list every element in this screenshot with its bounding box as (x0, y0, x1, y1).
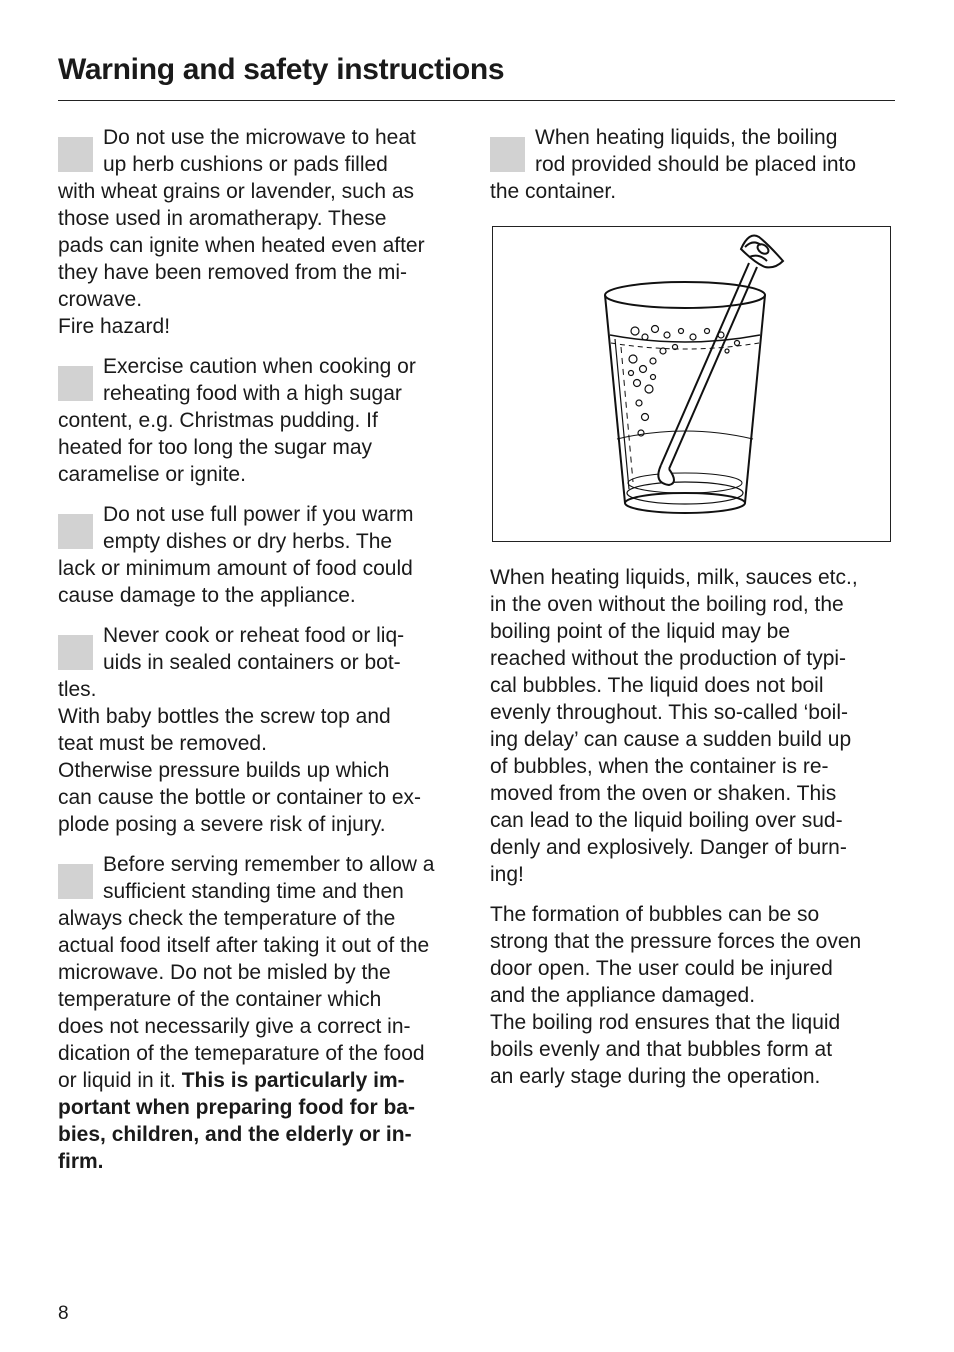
text-line: the container. (490, 180, 617, 203)
text-line-bold: bies, children, and the elderly or in- (58, 1123, 412, 1146)
text-line: Do not use the microwave to heat (103, 126, 416, 149)
bullet-marker-icon (490, 137, 525, 172)
text-line: rod provided should be placed into (535, 153, 857, 176)
text-bold-segment: This is particularly im- (181, 1069, 405, 1092)
paragraph-bubble-formation (490, 901, 902, 1090)
text-line: denly and explosively. Danger of burn- (490, 836, 847, 859)
text-line: heated for too long the sugar may (58, 436, 373, 459)
text-line: can lead to the liquid boiling over sud- (490, 809, 843, 832)
text-line: does not necessarily give a correct in- (58, 1015, 411, 1038)
text-line: boiling point of the liquid may be (490, 620, 791, 643)
safety-item-sealed-containers (58, 622, 468, 838)
text-line-bold: firm. (58, 1150, 104, 1173)
text-line: With baby bottles the screw top and (58, 705, 391, 728)
text-line: reached without the production of typi- (490, 647, 847, 670)
title-divider (58, 100, 895, 101)
text-line: Exercise caution when cooking or (103, 355, 416, 378)
safety-item-boiling-rod (490, 124, 900, 205)
text-line: Do not use full power if you warm (103, 503, 414, 526)
text-line: of bubbles, when the container is re- (490, 755, 829, 778)
text-line: plode posing a severe risk of injury. (58, 813, 386, 836)
left-column (58, 124, 468, 1188)
text-line: The boiling rod ensures that the liquid (490, 1011, 841, 1034)
text-line: moved from the oven or shaken. This (490, 782, 837, 805)
text-line: crowave. (58, 288, 143, 311)
glass-icon (493, 227, 890, 541)
bullet-marker-icon (58, 864, 93, 899)
text-line: sufficient standing time and then (103, 880, 404, 903)
text-line: strong that the pressure forces the oven (490, 930, 862, 953)
text-line: reheating food with a high sugar (103, 382, 402, 405)
text-line: in the oven without the boiling rod, the (490, 593, 844, 616)
text-line: up herb cushions or pads filled (103, 153, 388, 176)
text-line: ing! (490, 863, 524, 886)
text-line: When heating liquids, milk, sauces etc., (490, 566, 858, 589)
bullet-marker-icon (58, 635, 93, 670)
text-line: empty dishes or dry herbs. The (103, 530, 393, 553)
text-line: Never cook or reheat food or liq- (103, 624, 405, 647)
text-line: Before serving remember to allow a (103, 853, 435, 876)
text-line: cal bubbles. The liquid does not boil (490, 674, 824, 697)
text-line: can cause the bottle or container to ex- (58, 786, 422, 809)
right-column-body (490, 564, 902, 1103)
text-line: boils evenly and that bubbles form at (490, 1038, 833, 1061)
text-line: The formation of bubbles can be so (490, 903, 820, 926)
safety-item-standing-time (58, 851, 468, 1175)
text-line-bold: portant when preparing food for ba- (58, 1096, 415, 1119)
text-line: uids in sealed containers or bot- (103, 651, 401, 674)
text-line: content, e.g. Christmas pudding. If (58, 409, 378, 432)
safety-item-herb-cushions (58, 124, 468, 340)
text-line: with wheat grains or lavender, such as (58, 180, 415, 203)
bullet-marker-icon (58, 514, 93, 549)
text-line-mixed (58, 1067, 468, 1094)
text-line: teat must be removed. (58, 732, 267, 755)
text-line: Fire hazard! (58, 315, 171, 338)
text-line: caramelise or ignite. (58, 463, 246, 486)
text-line: always check the temperature of the (58, 907, 396, 930)
text-line: they have been removed from the mi- (58, 261, 408, 284)
page-title: Warning and safety instructions (58, 53, 505, 86)
text-line: and the appliance damaged. (490, 984, 756, 1007)
text-line: ing delay’ can cause a sudden build up (490, 728, 852, 751)
glass-with-boiling-rod-illustration (492, 226, 891, 542)
safety-item-full-power (58, 501, 468, 609)
paragraph-boiling-delay (490, 564, 902, 888)
text-line: tles. (58, 678, 97, 701)
bullet-marker-icon (58, 137, 93, 172)
text-line: cause damage to the appliance. (58, 584, 356, 607)
text-line: Otherwise pressure builds up which (58, 759, 390, 782)
text-line: When heating liquids, the boiling (535, 126, 838, 149)
right-column-intro (490, 124, 900, 218)
safety-item-sugar-content (58, 353, 468, 488)
text-line: evenly throughout. This so-called ‘boil- (490, 701, 848, 724)
page-number: 8 (58, 1303, 69, 1324)
text-line: an early stage during the operation. (490, 1065, 821, 1088)
text-line: temperature of the container which (58, 988, 382, 1011)
text-line: dication of the temeparature of the food (58, 1042, 425, 1065)
text-line: door open. The user could be injured (490, 957, 833, 980)
bullet-marker-icon (58, 366, 93, 401)
text-line: microwave. Do not be misled by the (58, 961, 391, 984)
text-line: those used in aromatherapy. These (58, 207, 387, 230)
text-line: actual food itself after taking it out of the (58, 934, 430, 957)
text-line: pads can ignite when heated even after (58, 234, 425, 257)
text-plain-segment: or liquid in it. (58, 1069, 182, 1092)
text-line: lack or minimum amount of food could (58, 557, 413, 580)
